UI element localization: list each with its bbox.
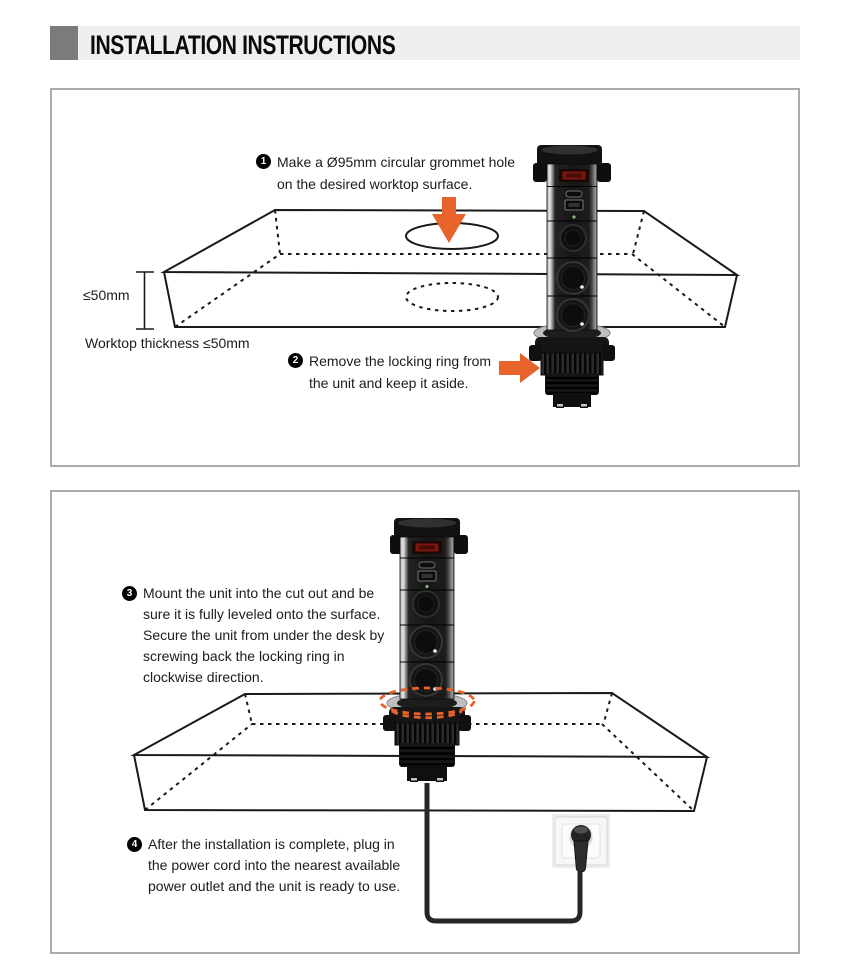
- step-1: [256, 151, 515, 195]
- popup-socket-tower: [383, 518, 471, 782]
- power-socket: [557, 299, 589, 331]
- power-socket: [410, 626, 442, 658]
- step-line: Remove the locking ring from: [309, 353, 492, 369]
- panel-steps-1-2: [50, 88, 800, 467]
- thickness-note: Worktop thickness ≤50mm: [85, 335, 250, 351]
- step-number-badge: 4: [127, 837, 142, 852]
- step-2: [288, 350, 491, 394]
- step-3: [122, 583, 384, 688]
- step-line: screwing back the locking ring in: [143, 648, 345, 664]
- wall-outlet: [552, 814, 610, 872]
- page-title: INSTALLATION INSTRUCTIONS: [90, 30, 396, 60]
- dimension-label: ≤50mm: [83, 287, 130, 303]
- step-line: the power cord into the nearest available: [148, 857, 401, 873]
- header-bar: [50, 26, 800, 60]
- power-socket: [557, 262, 589, 294]
- step-line: on the desired worktop surface.: [277, 176, 473, 192]
- step-number-badge: 3: [122, 586, 137, 601]
- hidden-hole-dashed-ellipse: [406, 283, 498, 311]
- step-line: Make a Ø95mm circular grommet hole: [277, 154, 516, 170]
- blank-socket: [560, 225, 586, 251]
- step-line: Secure the unit from under the desk by: [143, 627, 385, 643]
- step-4: [127, 834, 400, 897]
- step-line: clockwise direction.: [143, 669, 264, 685]
- step-line: power outlet and the unit is ready to use.: [148, 878, 401, 894]
- panel-steps-3-4: [50, 490, 800, 954]
- step-line: the unit and keep it aside.: [309, 375, 469, 391]
- led-indicator: [425, 585, 428, 588]
- locking-ring: [529, 337, 615, 408]
- diagram-cutting-hole: [52, 90, 794, 461]
- step-number-badge: 1: [256, 154, 271, 169]
- step-line: After the installation is complete, plug in: [148, 836, 395, 852]
- step-line: sure it is fully leveled onto the surface.: [143, 606, 381, 622]
- down-arrow-icon: [432, 197, 466, 243]
- blank-socket: [413, 591, 439, 617]
- header-accent-square: [50, 26, 78, 60]
- power-switch: [559, 169, 589, 182]
- led-indicator: [572, 215, 575, 218]
- dimension-marker: [136, 272, 154, 329]
- step-line: Mount the unit into the cut out and be: [143, 585, 375, 601]
- power-switch: [412, 541, 442, 554]
- popup-socket-tower: [529, 145, 615, 408]
- power-socket: [410, 664, 442, 696]
- step-number-badge: 2: [288, 353, 303, 368]
